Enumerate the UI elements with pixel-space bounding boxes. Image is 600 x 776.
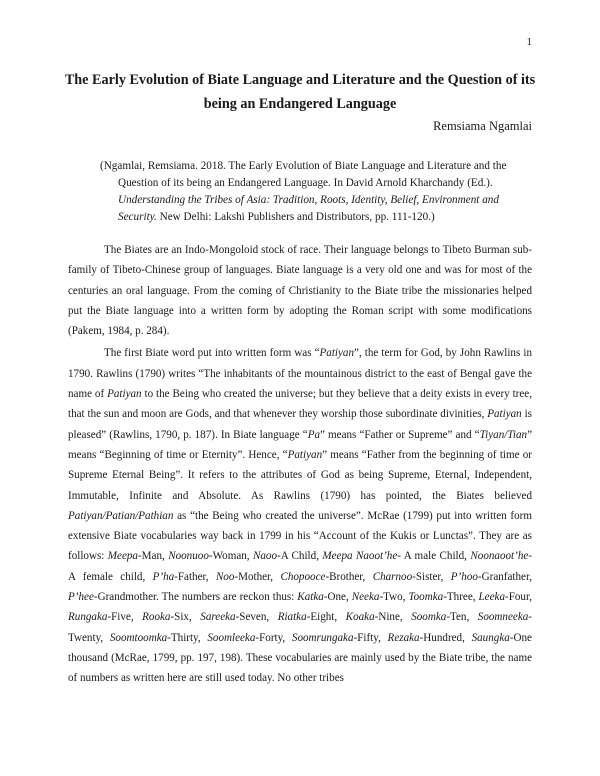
text-run: ” means “Beginning of time or Eternity”. Hence, “ bbox=[68, 428, 532, 461]
italic-term: P’hee bbox=[68, 591, 94, 604]
author-name: Remsiama Ngamlai bbox=[433, 119, 532, 133]
paper-title: The Early Evolution of Biate Language and Literature and the Question of its being an Endangered Language bbox=[64, 72, 536, 112]
text-run: -A Child, bbox=[277, 550, 323, 563]
italic-term: Meepa Naoot’he bbox=[322, 550, 398, 563]
italic-term: P’ha bbox=[152, 570, 175, 583]
text-run: -Ten, bbox=[446, 611, 478, 624]
italic-term: Pa bbox=[307, 428, 321, 441]
italic-term: Soomleeka bbox=[207, 631, 256, 644]
italic-term: Chopooce bbox=[280, 570, 326, 583]
citation-line-2: Question of its being an Endangered Language. In David Arnold Kharchandy (Ed.). bbox=[118, 177, 493, 189]
italic-term: Meepa bbox=[107, 550, 138, 563]
italic-term: Neeka bbox=[351, 591, 380, 604]
citation-book-title: Understanding the Tribes of Asia: Tradition, Roots, Identity, Belief, Environment and Security. bbox=[118, 194, 499, 223]
text-run: -Fifty, bbox=[353, 631, 388, 644]
paragraph-2 bbox=[68, 343, 532, 688]
text-run: -One, bbox=[323, 591, 352, 604]
italic-term: Toomka bbox=[408, 591, 444, 604]
italic-term: P’hoo bbox=[450, 570, 478, 583]
italic-term: Koaka bbox=[345, 611, 375, 624]
text-run: to the Being who created the universe; but they believe that a deity exists in every tree, that the sun and moon are Gods, and that whenever they worship those subordinate divinities, bbox=[68, 388, 532, 421]
italic-term: Rezaka bbox=[387, 631, 420, 644]
text-run: -Eight, bbox=[306, 611, 346, 624]
italic-term: Patiyan bbox=[319, 347, 355, 360]
text-run: -Two, bbox=[379, 591, 409, 604]
text-run: -Seven, bbox=[235, 611, 278, 624]
italic-term: Noonaoot’he bbox=[470, 550, 529, 563]
italic-term: Rooka bbox=[142, 611, 171, 624]
paragraph-1: The Biates are an Indo-Mongoloid stock of race. Their language belongs to Tibeto Burman sub-family of Tibeto-Chinese group of languages. Biate language is a very old one and was for most of the centuries an oral language. From the coming of Christianity to the Biate tribe the missionaries helped put the Biate language into a written form by adopting the Roman script with some modifications (Pakem, 1984, p. 284). bbox=[68, 244, 532, 338]
text-run: -Hundred, bbox=[419, 631, 472, 644]
italic-term: Patiyan bbox=[107, 388, 142, 401]
page-number: 1 bbox=[526, 36, 532, 48]
text-run: -Five, bbox=[107, 611, 143, 624]
italic-term: Soomneeka bbox=[477, 611, 529, 624]
italic-term: Patiyan/Patian/Pathian bbox=[68, 509, 174, 522]
italic-term: Sareeka bbox=[200, 611, 236, 624]
text-run: -Brother, bbox=[325, 570, 373, 583]
citation-line-1: (Ngamlai, Remsiama. 2018. The Early Evolution of Biate Language and Literature and the bbox=[100, 160, 507, 172]
italic-term: Soomtoomka bbox=[109, 631, 168, 644]
italic-term: Naoo bbox=[252, 550, 278, 563]
text-run: - A male Child, bbox=[397, 550, 471, 563]
italic-term: Riatka bbox=[277, 611, 307, 624]
italic-term: Patiyan bbox=[287, 448, 323, 461]
body-text bbox=[68, 240, 532, 691]
text-run: -Mother, bbox=[234, 570, 281, 583]
italic-term: Soomka bbox=[411, 611, 447, 624]
italic-term: Soomrungaka bbox=[291, 631, 354, 644]
text-run: -Grandmother. The numbers are reckon thus: bbox=[93, 591, 298, 604]
text-run: -Three, bbox=[443, 591, 479, 604]
italic-term: Noonuoo bbox=[168, 550, 209, 563]
text-run: -Granfather, bbox=[477, 570, 532, 583]
text-run: The first Biate word put into written form was “ bbox=[104, 347, 320, 360]
citation-block bbox=[100, 158, 532, 226]
text-run: -Forty, bbox=[255, 631, 292, 644]
citation-publisher: New Delhi: Lakshi Publishers and Distributors, pp. 111-120.) bbox=[156, 211, 435, 223]
text-run: -Four, bbox=[505, 591, 532, 604]
italic-term: Leeka bbox=[478, 591, 506, 604]
italic-term: Saungka bbox=[471, 631, 510, 644]
text-run: -Sister, bbox=[412, 570, 451, 583]
text-run: -Six, bbox=[170, 611, 201, 624]
italic-term: Charnoo bbox=[372, 570, 413, 583]
text-run: ”, the term for God, by John Rawlins in 1790. Rawlins (1790) writes “The inhabitants of the mountainous district to the east of Bengal gave the name of bbox=[68, 347, 532, 401]
text-run: -Twenty, bbox=[68, 611, 532, 644]
text-run: -Nine, bbox=[374, 611, 412, 624]
text-run: ” means “Father or Supreme” and “ bbox=[320, 428, 480, 441]
text-run: as “the Being who created the universe”. McRae (1799) put into written form extensive Biate vocabularies way back in 1799 in his “Account of the Kukis or Lunctas”. They are as follows: bbox=[68, 509, 532, 563]
italic-term: Tiyan/Tian bbox=[479, 428, 528, 441]
text-run: -Woman, bbox=[208, 550, 253, 563]
text-run: -A female child, bbox=[68, 550, 533, 583]
citation-continuation bbox=[118, 175, 532, 226]
italic-term: Noo bbox=[215, 570, 235, 583]
text-run: -Man, bbox=[137, 550, 169, 563]
italic-term: Rungaka bbox=[68, 611, 108, 624]
text-run: ” means “Father from the beginning of time or Supreme Eternal Being”. It refers to the attributes of God as being Supreme, Eternal, Independent, Immutable, Infinite and Absolute. As Rawlins (1790) has pointed, the Biates believed bbox=[68, 448, 533, 502]
text-run: -Father, bbox=[174, 570, 216, 583]
italic-term: Katka bbox=[297, 591, 324, 604]
text-run: is pleased” (Rawlins, 1790, p. 187). In Biate language “ bbox=[68, 408, 532, 441]
text-run: -One thousand (McRae, 1799, pp. 197, 198). These vocabularies are mainly used by the Biate tribe, the name of numbers as written here are still used today. No other tribes bbox=[68, 631, 532, 685]
text-run: -Thirty, bbox=[167, 631, 208, 644]
italic-term: Patiyan bbox=[487, 408, 522, 421]
